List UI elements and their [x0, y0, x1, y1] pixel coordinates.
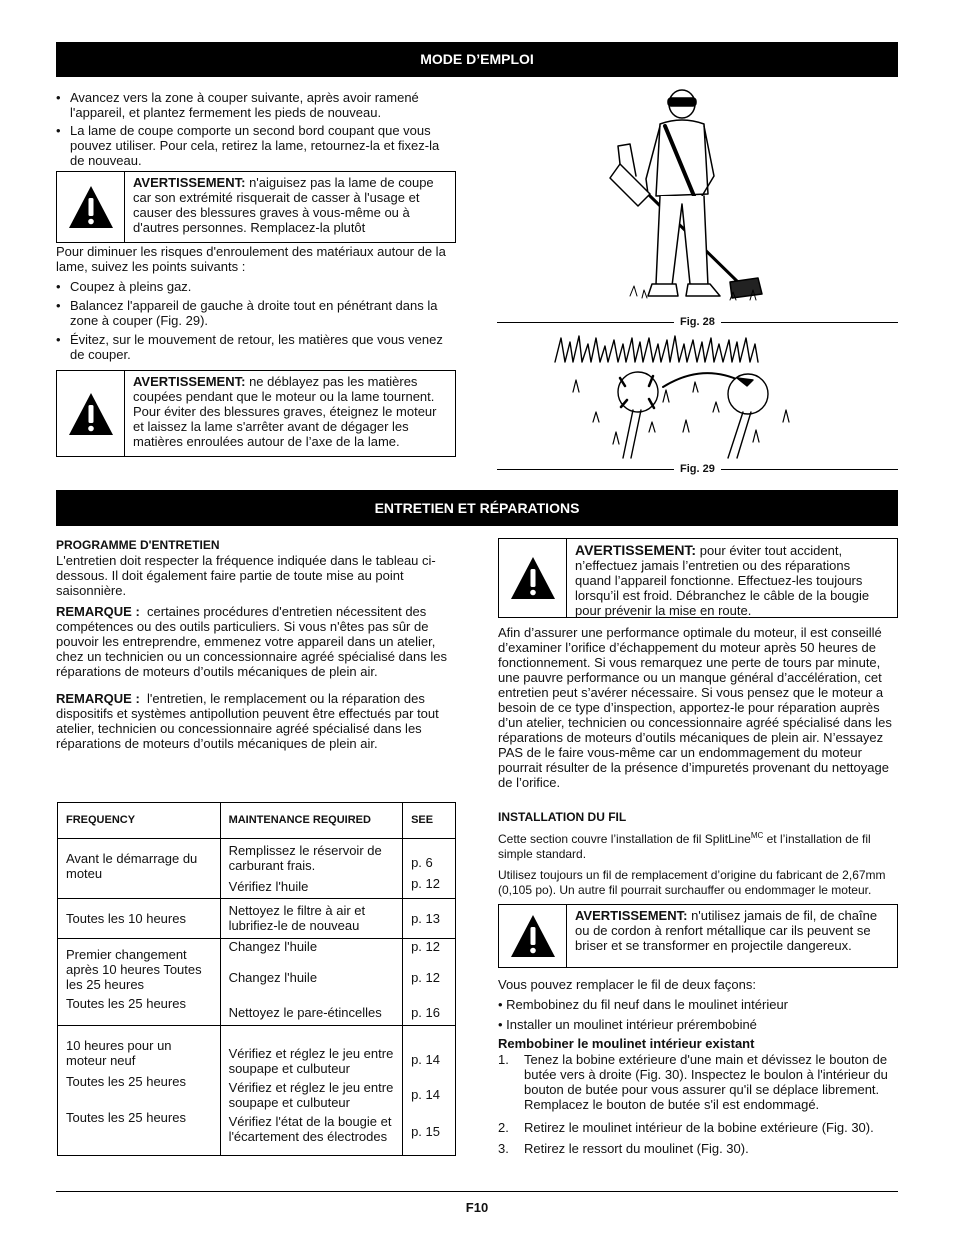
warning-text: AVERTISSEMENT: n'aiguisez pas la lame de coupe car son extrémité risquerait de casser à l'usage et causer des blessures graves à vous-même ou à d'autres personnes. Remplacez-la plutôt — [133, 175, 434, 235]
column-header-see: SEE — [403, 803, 456, 839]
list-item: • Balancez l'appareil de gauche à droite tout en pénétrant dans la zone à couper (Fig. 29). — [56, 298, 456, 328]
maintenance-cell: Changez l'huile Changez l'huile Nettoyez le pare-étincelles — [220, 939, 403, 1026]
remark-2: REMARQUE : l'entretien, le remplacement ou la réparation des dispositifs et systèmes antipollution peuvent être effectués par tout atelier, technicien ou concessionnaire agréé spécialisé dans les réparations de moteurs d’outils mécaniques de plein air. — [56, 691, 439, 751]
maintenance-schedule-section — [56, 538, 456, 751]
warning-box-clear — [56, 370, 456, 457]
schedule-heading: PROGRAMME D'ENTRETIEN — [56, 538, 220, 552]
rewind-heading: Rembobiner le moulinet intérieur existant — [498, 1036, 755, 1051]
install-heading: INSTALLATION DU FIL — [498, 810, 627, 824]
figure-28-illustration — [590, 84, 770, 314]
table-row — [58, 839, 456, 899]
column-header-frequency: FREQUENCY — [58, 803, 221, 839]
exhaust-paragraph: Afin d’assurer une performance optimale du moteur, il est conseillé d’examiner l’orifice d’échappement du moteur après 50 heures de fonctionnement. Si vous remarquez une perte de tours par minute, une pauvre performance ou un manque général d’accélération, cet entretien peut s’avérer nécessaire. Si vous pensez que le moteur a besoin de ce type d’inspection, apportez-le pour réparation auprès d’un atelier, technicien ou concessionnaire agréé spécialisé dans les réparations de moteurs d’outils mécaniques de plein air. N’essayez PAS de le faire vous-même car un endommagement du moteur pourrait résulter de la présence d’impuretés provenant du nettoyage de l’orifice. — [498, 625, 892, 790]
reduce-bullet-list — [56, 279, 456, 362]
footer-rule — [56, 1191, 898, 1192]
list-item: • Installer un moulinet intérieur prérembobiné — [498, 1017, 757, 1032]
maintenance-cell: Nettoyez le filtre à air et lubrifiez-le de nouveau — [220, 899, 403, 939]
maintenance-cell: Remplissez le réservoir de carburant frais. Vérifiez l'huile — [220, 839, 403, 899]
section-header-mode-emploi: MODE D’EMPLOI — [56, 42, 898, 77]
warning-triangle-icon — [499, 905, 567, 967]
warning-triangle-icon — [499, 539, 567, 617]
warning-box-wire — [498, 904, 898, 968]
list-item: • Avancez vers la zone à couper suivante, après avoir ramené l'appareil, et plantez fermement les pieds de nouveau. — [56, 90, 456, 120]
left-top-column — [56, 90, 456, 171]
frequency-cell: 10 heures pour un moteur neuf Toutes les 25 heures Toutes les 25 heures — [58, 1026, 221, 1156]
warning-box-maintenance — [498, 538, 898, 618]
exhaust-section — [498, 625, 898, 898]
warning-box-sharpen — [56, 171, 456, 243]
frequency-cell: Premier changement après 10 heures Toutes les 25 heures Toutes les 25 heures — [58, 939, 221, 1026]
steps-list — [498, 1052, 898, 1156]
maintenance-cell: Vérifiez et réglez le jeu entre soupape et culbuteur Vérifiez et réglez le jeu entre soupape et culbuteur Vérifiez l'état de la bougie et l'écartement des électrodes — [220, 1026, 403, 1156]
reduce-section — [56, 244, 456, 365]
figure-28-caption: Fig. 28 — [674, 315, 721, 330]
page-number: F10 — [465, 1200, 489, 1215]
list-item: • Rembobinez du fil neuf dans le moulinet intérieur — [498, 997, 789, 1012]
install-paragraph-1: Cette section couvre l’installation de fil SplitLine$^{MC}$ et l’installation de fil simple standard. — [498, 831, 871, 861]
frequency-cell: Avant le démarrage du moteu — [58, 839, 221, 899]
section-header-entretien: ENTRETIEN ET RÉPARATIONS — [56, 490, 898, 526]
install-paragraph-2: Utilisez toujours un fil de remplacement d’origine du fabricant de 2,67mm (0,105 po). Un autre fil pourrait surchauffer ou endommager le moteur. — [498, 868, 886, 897]
column-header-maintenance: MAINTENANCE REQUIRED — [220, 803, 403, 839]
list-item: • Évitez, sur le mouvement de retour, les matières que vous venez de couper. — [56, 332, 456, 362]
warning-text: AVERTISSEMENT: pour éviter tout accident, n’effectuez jamais l’entretien ou des réparations quand l’appareil fonctionne. Effectuez-les toujours lorsqu’il est froid. Débranchez le câble de la bougie pour prévenir la mise en route. — [575, 542, 870, 618]
schedule-paragraph: L'entretien doit respecter la fréquence indiquée dans le tableau ci-dessous. Il doit également faire partie de toute mise au point saisonnière. — [56, 553, 436, 598]
list-item: 2. Retirez le moulinet intérieur de la bobine extérieure (Fig. 30). — [498, 1120, 874, 1135]
maintenance-table — [57, 802, 456, 1156]
see-cell: p. 12 p. 12 p. 16 — [403, 939, 456, 1026]
see-cell: p. 14 p. 14 p. 15 — [403, 1026, 456, 1156]
replace-paragraph: Vous pouvez remplacer le fil de deux façons: — [498, 977, 756, 992]
table-row — [58, 1026, 456, 1156]
list-item: • La lame de coupe comporte un second bord coupant que vous pouvez utiliser. Pour cela, retirez la lame, retournez-la et fixez-la de nouveau. — [56, 123, 456, 168]
list-item: 3. Retirez le ressort du moulinet (Fig. 30). — [498, 1141, 749, 1156]
table-row — [58, 939, 456, 1026]
figure-29-caption: Fig. 29 — [674, 462, 721, 477]
list-item: • Coupez à pleins gaz. — [56, 279, 456, 294]
table-header-row — [58, 803, 456, 839]
warning-triangle-icon — [57, 371, 125, 456]
see-cell: p. 6 p. 12 — [403, 839, 456, 899]
intro-bullet-list — [56, 90, 456, 168]
reduce-paragraph: Pour diminuer les risques d'enroulement des matériaux autour de la lame, suivez les points suivants : — [56, 244, 446, 274]
replace-section — [498, 977, 898, 1162]
see-cell: p. 13 — [403, 899, 456, 939]
remark-1: REMARQUE : certaines procédures d'entretien nécessitent des compétences ou des outils particuliers. Si vous n'êtes pas sûr de pouvoir les entreprendre, emmenez votre appareil dans un atelier, chez un technicien ou un concessionnaire agréé spécialisé dans les réparations de moteurs d’outils mécaniques de plein air. — [56, 604, 447, 679]
table-row — [58, 899, 456, 939]
figure-29-illustration — [553, 332, 803, 460]
warning-triangle-icon — [57, 172, 125, 242]
list-item: 1. Tenez la bobine extérieure d'une main et dévissez le bouton de butée vers à droite (Fig. 30). Inspectez le boulon à l'intérieur du bouton de butée pour vous assurer qu'il se déplace librement. Remplacez le bouton de butée s'il est endommagé. — [498, 1052, 888, 1112]
warning-text: AVERTISSEMENT: ne déblayez pas les matières coupées pendant que le moteur ou la lame tournent. Pour éviter des blessures graves, éteignez le moteur et laissez la lame s'arrêter avant de dégager les matières enroulées autour de l’axe de la lame. — [133, 374, 437, 449]
warning-text: AVERTISSEMENT: n'utilisez jamais de fil, de chaîne ou de cordon à renfort métallique car ils peuvent se briser et se transformer en projectile dangereux. — [575, 908, 878, 953]
frequency-cell: Toutes les 10 heures — [58, 899, 221, 939]
